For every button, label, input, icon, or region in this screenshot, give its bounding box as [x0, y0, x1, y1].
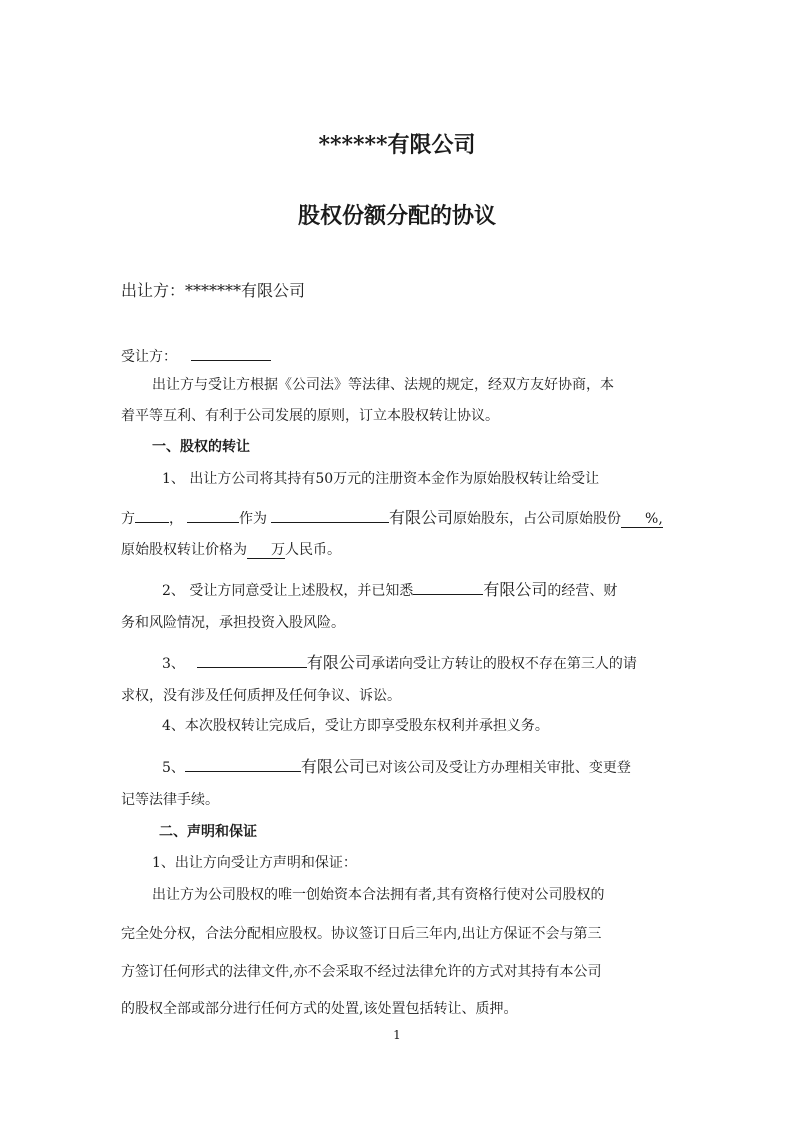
intro-line-1: 出让方与受让方根据《公司法》等法律、法规的规定，经双方友好协商，本 — [152, 377, 614, 393]
agreement-title: 股权份额分配的协议 — [297, 203, 496, 229]
transferor-line — [121, 281, 305, 301]
item-1-line-2: 方 ， 作为 有限公司原始股东，占公司原始股份 %, — [121, 508, 663, 527]
company-title: ******有限公司 — [318, 132, 476, 158]
blank-field — [187, 506, 239, 523]
item-3-line-1: 3、 有限公司承诺向受让方转让的股权不存在第三人的请 — [162, 653, 637, 672]
warranty-line-1: 出让方为公司股权的唯一创始资本合法拥有者,其有资格行使对公司股权的 — [152, 887, 605, 903]
transferee-blank — [191, 344, 271, 361]
warranty-line-3: 方签订任何形式的法律文件,亦不会采取不经过法律允许的方式对其持有本公司 — [121, 964, 602, 980]
blank-field — [135, 506, 169, 523]
warranty-line-4: 的股权全部或部分进行任何方式的处置,该处置包括转让、质押。 — [121, 1001, 518, 1017]
item-2-line-1: 2、 受让方同意受让上述股权，并已知悉 有限公司的经营、财 — [162, 580, 618, 599]
blank-field — [271, 506, 389, 523]
section-2-heading: 二、声明和保证 — [159, 824, 257, 840]
intro-line-2: 着平等互利、有利于公司发展的原则，订立本股权转让协议。 — [121, 408, 499, 424]
item-5-line-2: 记等法律手续。 — [121, 792, 219, 808]
item-4: 4、本次股权转让完成后，受让方即享受股东权利并承担义务。 — [162, 718, 549, 734]
item-5-line-1: 5、 有限公司已对该公司及受让方办理相关审批、变更登 — [162, 757, 631, 776]
item-1-line-3: 原始股权转让价格为 万人民币。 — [121, 542, 341, 558]
transferee-label: 受让方： — [121, 349, 177, 365]
item-2-line-2: 务和风险情况，承担投资入股风险。 — [121, 615, 345, 631]
section-2-sub-1: 1、出让方向受让方声明和保证： — [152, 855, 357, 871]
warranty-line-2: 完全处分权，合法分配相应股权。协议签订日后三年内,出让方保证不会与第三 — [121, 926, 602, 942]
page-number: 1 — [393, 1028, 401, 1042]
item-3-line-2: 求权，没有涉及任何质押及任何争议、诉讼。 — [121, 688, 401, 704]
blank-field — [185, 755, 301, 772]
transferor-label: 出让方： — [121, 281, 186, 300]
blank-field — [413, 578, 483, 595]
transferee-line — [121, 344, 271, 367]
blank-field — [197, 651, 307, 668]
item-1-line-1: 1、 出让方公司将其持有50万元的注册资本金作为原始股权转让给受让 — [162, 471, 600, 487]
transferor-value: *******有限公司 — [185, 281, 306, 300]
section-1-heading: 一、股权的转让 — [152, 439, 250, 455]
